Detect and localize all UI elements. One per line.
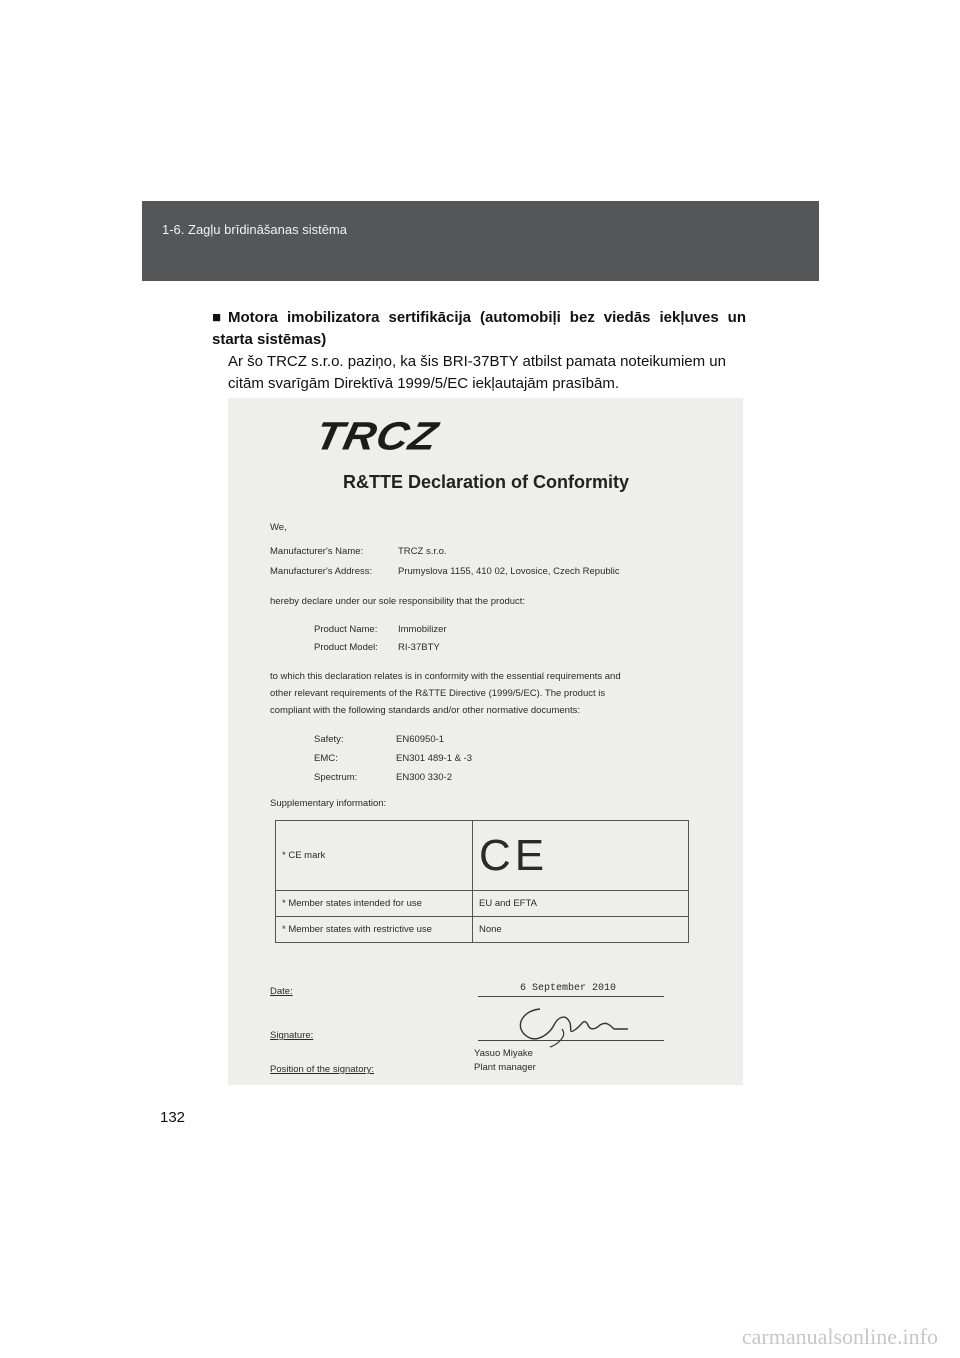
spectrum-row [314,772,452,783]
paragraph-line-1: Ar šo TRCZ s.r.o. paziņo, ka šis BRI-37BTY atbilst pamata noteikumiem un [228,353,726,370]
ce-mark-cell [473,821,689,891]
spectrum-label: Spectrum: [314,772,358,783]
table-row [276,821,689,891]
watermark: carmanualsonline.info [741,1324,938,1349]
supplementary-table [275,820,689,943]
paragraph-line-2: citām svarīgām Direktīvā 1999/5/EC iekļautajām prasībām. [228,375,619,392]
spectrum-value: EN300 330-2 [396,772,452,783]
section-header [142,201,819,281]
table-row [276,891,689,917]
signatory-label: Position of the signatory: [270,1064,375,1075]
table-row [276,917,689,943]
product-model-value: RI-37BTY [398,642,440,653]
intended-use-value: EU and EFTA [473,891,689,917]
restrictive-use-value: None [473,917,689,943]
product-model-label: Product Model: [314,642,378,653]
date-value: 6 September 2010 [520,983,617,994]
manufacturer-name-row [270,546,447,557]
we-text: We, [270,522,287,533]
intended-use-label: * Member states intended for use [276,891,473,917]
bullet-icon: ■ [212,309,222,326]
conformity-line-2: other relevant requirements of the R&TTE Directive (1999/5/EC). The product is [270,688,606,699]
product-name-value: Immobilizer [398,624,447,635]
product-model-row [314,642,440,653]
section-heading [212,307,746,351]
product-name-label: Product Name: [314,624,378,635]
emc-label: EMC: [314,753,338,764]
date-line [478,996,664,997]
manufacturer-name-label: Manufacturer's Name: [270,546,364,557]
ce-mark-icon: CE [479,830,549,880]
date-label: Date: [270,986,293,997]
intro-paragraph [228,351,748,395]
safety-label: Safety: [314,734,344,745]
manufacturer-name-value: TRCZ s.r.o. [398,546,447,557]
trcz-logo: TRCZ [311,414,443,459]
signatory-name: Yasuo Miyake [474,1048,533,1059]
restrictive-use-label: * Member states with restrictive use [276,917,473,943]
declaration-title: R&TTE Declaration of Conformity [343,472,630,492]
signature-label: Signature: [270,1030,314,1041]
heading-text: Motora imobilizatora sertifikācija (automobiļi bez viedās iekļuves un starta sistēmas) [212,309,746,348]
emc-value: EN301 489-1 & -3 [396,753,473,764]
declaration-image [228,398,743,1085]
conformity-line-1: to which this declaration relates is in conformity with the essential requirements and [270,671,621,682]
declare-text: hereby declare under our sole responsibility that the product: [270,596,526,607]
safety-row [314,734,444,745]
safety-value: EN60950-1 [396,734,445,745]
emc-row [314,753,472,764]
section-title: 1-6. Zagļu brīdināšanas sistēma [162,222,347,237]
page-number: 132 [160,1109,186,1126]
signatory-position: Plant manager [474,1062,536,1073]
supplementary-label: Supplementary information: [270,798,387,809]
handwritten-signature [510,999,650,1049]
manufacturer-address-label: Manufacturer's Address: [270,566,373,577]
conformity-line-3: compliant with the following standards and/or other normative documents: [270,705,580,716]
manufacturer-address-value: Prumyslova 1155, 410 02, Lovosice, Czech Republic [398,566,620,577]
ce-mark-label: * CE mark [276,821,473,891]
manufacturer-address-row [270,566,620,577]
product-name-row [314,624,447,635]
